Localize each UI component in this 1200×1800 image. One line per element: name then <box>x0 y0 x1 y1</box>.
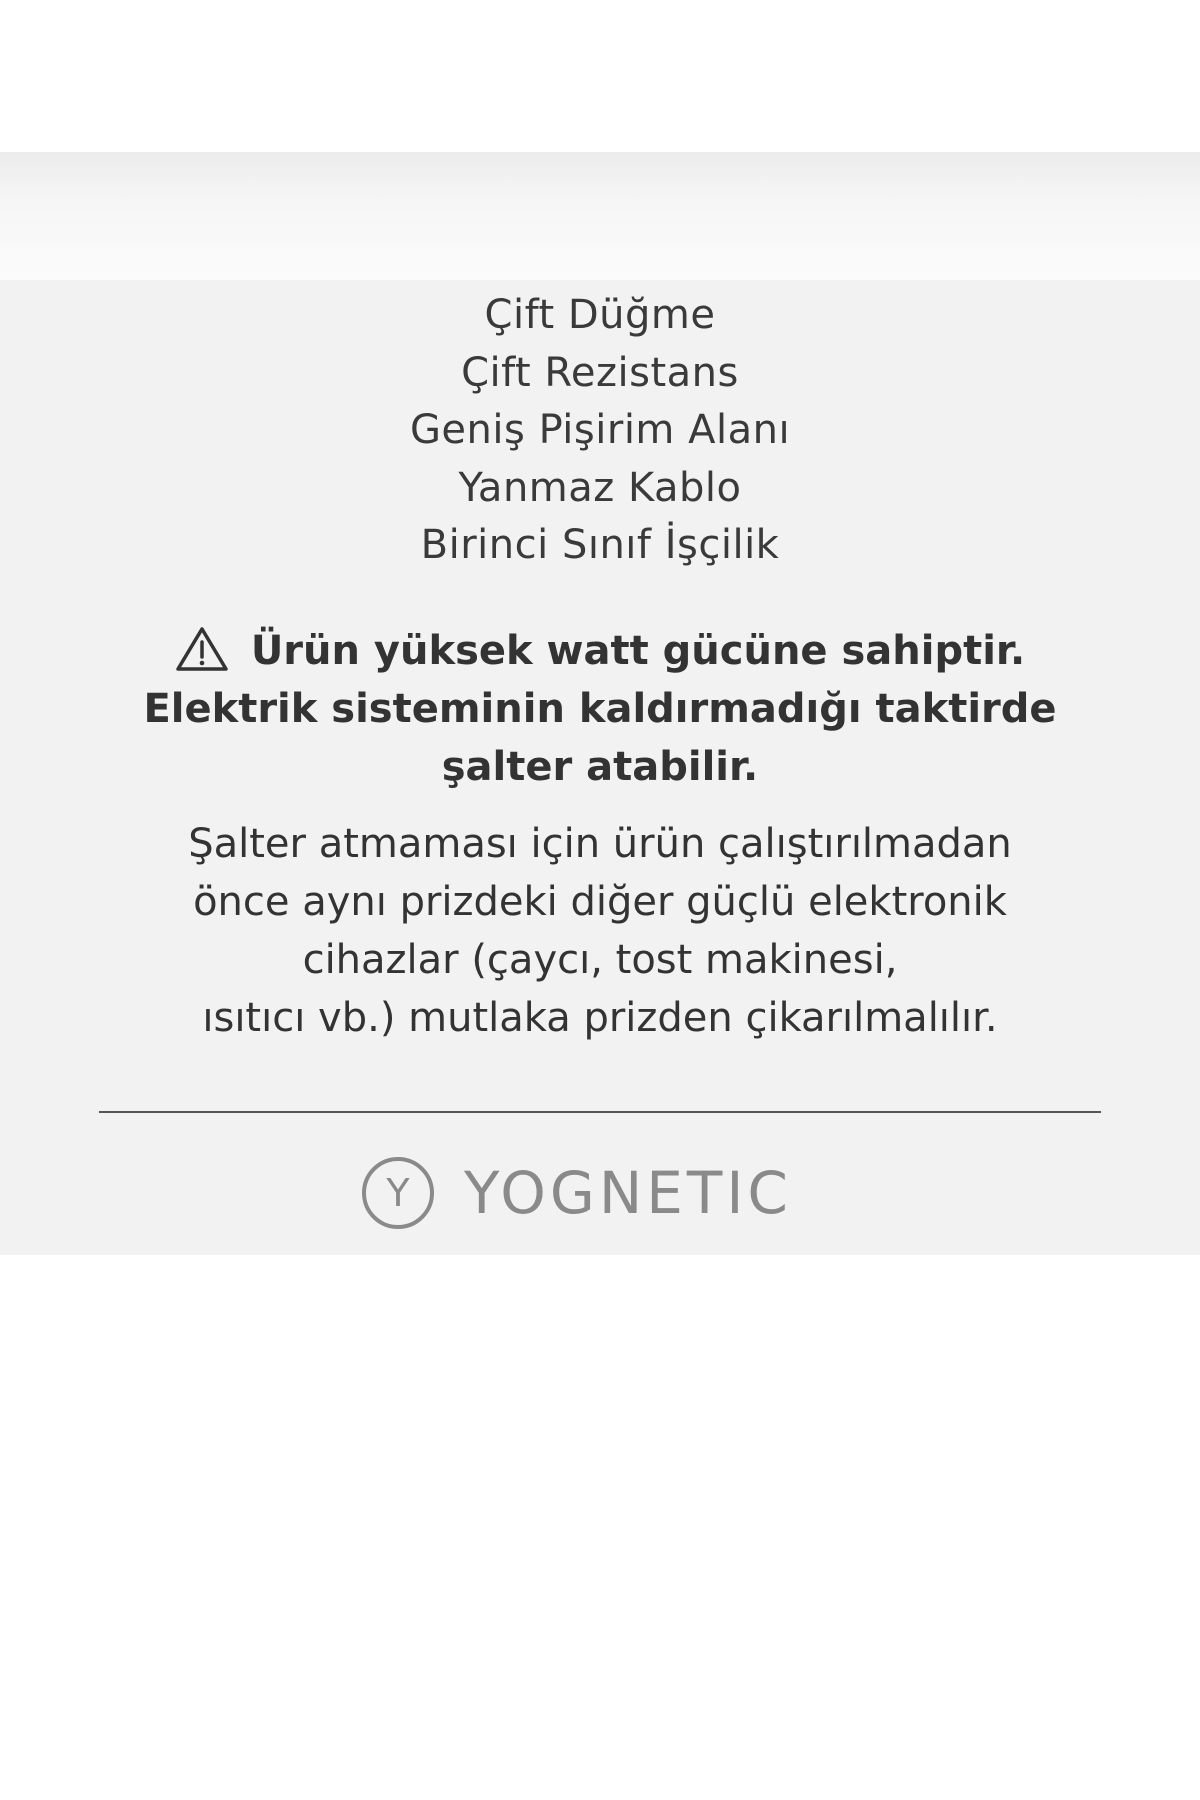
feature-item: Geniş Pişirim Alanı <box>409 407 791 453</box>
feature-item: Yanmaz Kablo <box>458 464 742 511</box>
feature-item: Çift Düğme <box>484 292 716 338</box>
warning-line-1 <box>100 622 1100 680</box>
advice-line: cihazlar (çaycı, tost makinesi, <box>302 937 898 983</box>
feature-item: Çift Rezistans <box>461 349 739 396</box>
top-shadow-band <box>0 152 1200 280</box>
divider <box>99 1111 1101 1113</box>
advice-line: ısıtıcı vb.) mutlaka prizden çikarılmalılır. <box>202 995 998 1041</box>
brand-logo <box>360 1155 792 1231</box>
advice-line: önce aynı prizdeki diğer güçlü elektronik <box>193 879 1007 925</box>
feature-item: Birinci Sınıf İşçilik <box>420 522 780 568</box>
warning-line-2: Elektrik sisteminin kaldırmadığı taktirde <box>143 686 1057 732</box>
warning-notice <box>100 622 1100 796</box>
warning-line-3: şalter atabilir. <box>441 744 759 790</box>
advice-paragraph <box>100 815 1100 1047</box>
brand-mark-icon <box>360 1155 436 1231</box>
advice-line: Şalter atmaması için ürün çalıştırılmadan <box>188 821 1012 867</box>
feature-list <box>0 287 1200 575</box>
brand-name: YOGNETIC <box>464 1159 792 1227</box>
warning-triangle-icon <box>175 626 229 672</box>
brand-mark-letter: Y <box>386 1171 410 1215</box>
warning-text: Ürün yüksek watt gücüne sahiptir. <box>250 628 1026 674</box>
